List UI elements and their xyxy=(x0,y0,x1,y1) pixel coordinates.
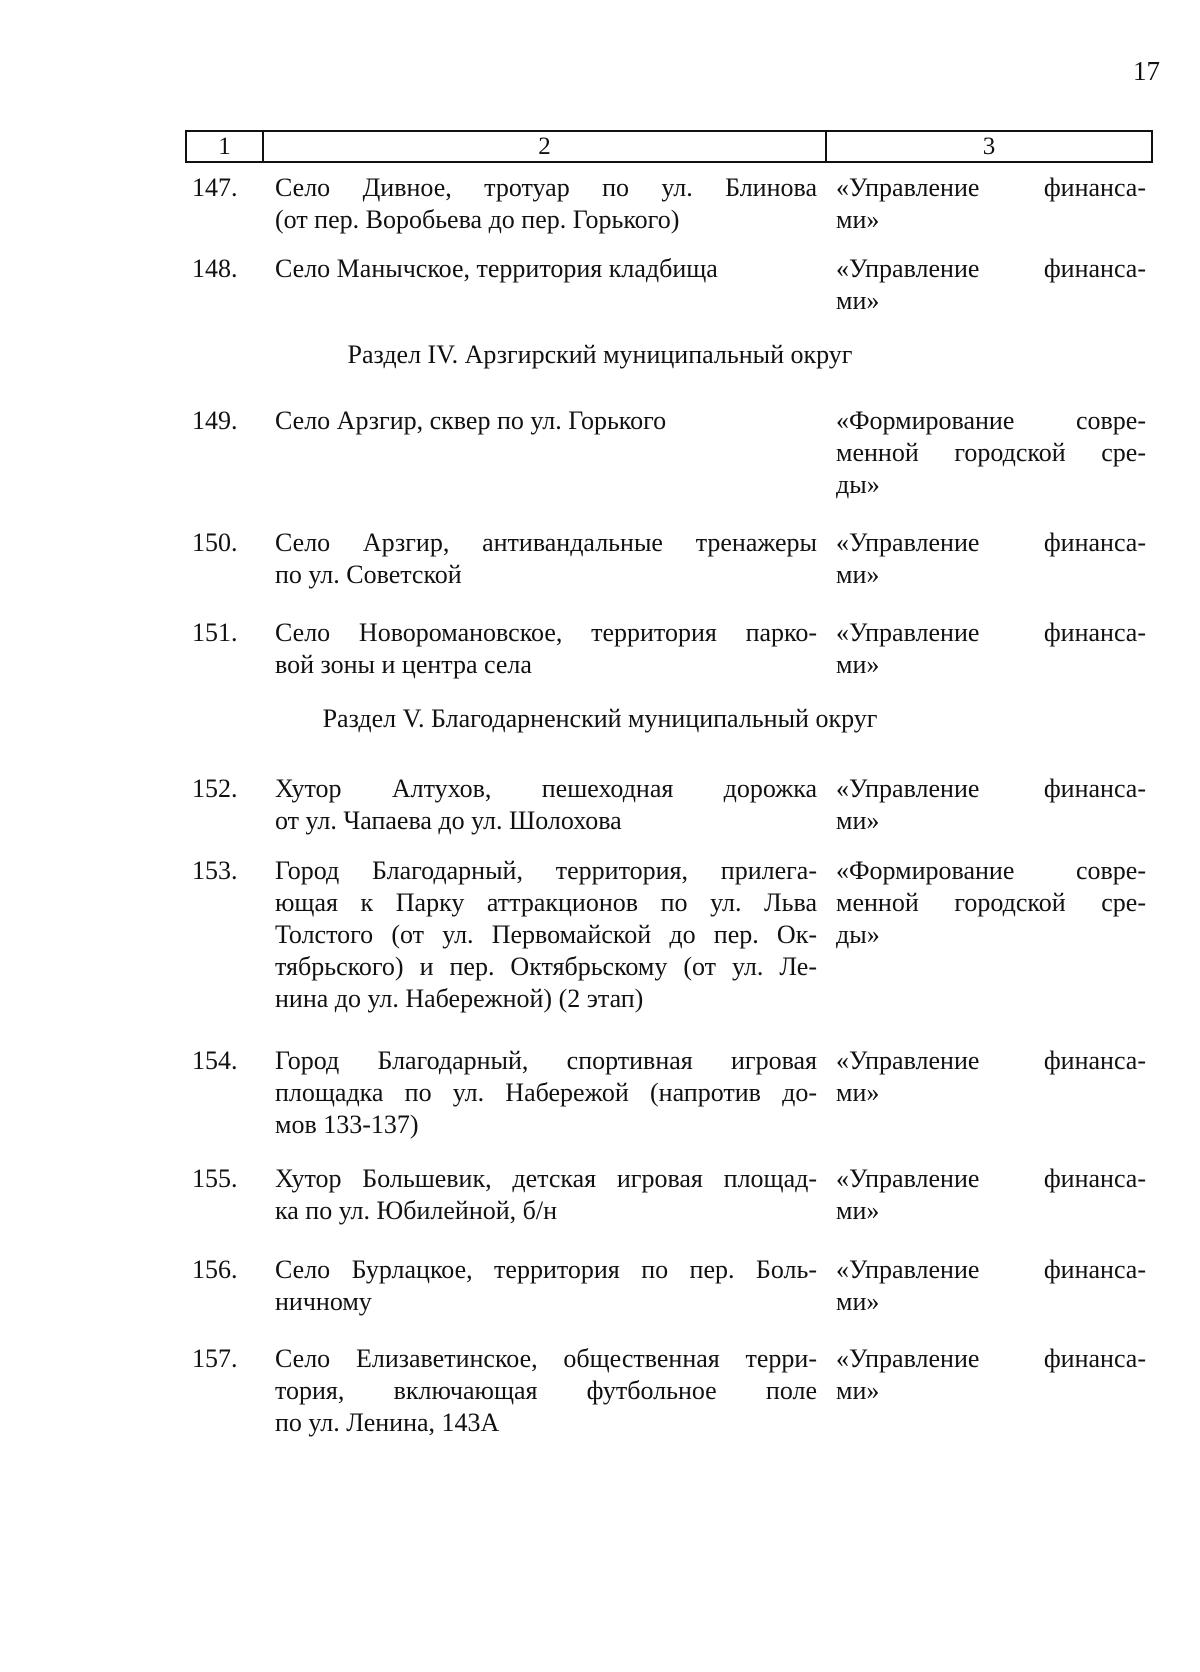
text-line: Село Бурлацкое, территория по пер. Боль- xyxy=(275,1255,817,1284)
text-line: «Управление финанса- xyxy=(836,774,1146,803)
text-line: Город Благодарный, территория, прилега- xyxy=(275,856,817,885)
row-number: 157. xyxy=(192,1344,238,1373)
program-name xyxy=(836,172,1146,236)
text-line: «Управление финанса- xyxy=(836,1255,1146,1284)
territory-name xyxy=(275,527,817,591)
text-line: Село Манычское, территория кладбища xyxy=(275,254,718,283)
text-line: от ул. Чапаева до ул. Шолохова xyxy=(275,806,622,835)
program-name xyxy=(836,1254,1146,1318)
row-number: 150. xyxy=(192,528,238,557)
text-line: ющая к Парку аттракционов по ул. Льва xyxy=(275,888,817,917)
program-name xyxy=(836,527,1146,591)
program-name xyxy=(836,773,1146,837)
text-line: Село Новоромановское, территория парко- xyxy=(275,618,817,647)
text-line: Хутор Алтухов, пешеходная дорожка xyxy=(275,774,817,803)
text-line: «Управление финанса- xyxy=(836,254,1146,283)
program-name xyxy=(836,253,1146,317)
program-name xyxy=(836,855,1146,951)
table-header xyxy=(185,130,1153,163)
program-name xyxy=(836,617,1146,681)
text-line: Село Елизаветинское, общественная терри- xyxy=(275,1344,817,1373)
text-line: менной городской сре- xyxy=(836,438,1146,467)
text-line: ми» xyxy=(836,1376,880,1405)
text-line: по ул. Ленина, 143А xyxy=(275,1408,500,1437)
section-heading: Раздел V. Благодарненский муниципальный округ xyxy=(322,704,878,733)
text-line: по ул. Советской xyxy=(275,560,462,589)
text-line: ми» xyxy=(836,286,880,315)
territory-name xyxy=(275,617,817,681)
territory-name xyxy=(275,172,817,236)
territory-name xyxy=(275,1254,817,1318)
row-number: 151. xyxy=(192,618,238,647)
territory-name xyxy=(275,1045,817,1141)
row-number: 155. xyxy=(192,1164,238,1193)
program-name xyxy=(836,405,1146,501)
text-line: ка по ул. Юбилейной, б/н xyxy=(275,1196,558,1225)
row-number: 148. xyxy=(192,254,238,283)
territory-name xyxy=(275,405,817,437)
row-number: 152. xyxy=(192,774,238,803)
territory-name xyxy=(275,855,817,1015)
territory-name xyxy=(275,773,817,837)
column-header-number: 1 xyxy=(187,132,264,161)
territory-name xyxy=(275,1163,817,1227)
text-line: Хутор Большевик, детская игровая площад- xyxy=(275,1164,817,1193)
text-line: «Управление финанса- xyxy=(836,1344,1146,1373)
territory-name xyxy=(275,1343,817,1439)
text-line: (от пер. Воробьева до пер. Горького) xyxy=(275,205,680,234)
row-number: 149. xyxy=(192,406,238,435)
text-line: Село Арзгир, сквер по ул. Горького xyxy=(275,406,667,435)
row-number: 156. xyxy=(192,1255,238,1284)
column-header-territory: 2 xyxy=(264,132,827,161)
text-line: нина до ул. Набережной) (2 этап) xyxy=(275,984,644,1013)
row-number: 153. xyxy=(192,856,238,885)
program-name xyxy=(836,1045,1146,1109)
text-line: ми» xyxy=(836,205,880,234)
text-line: тория, включающая футбольное поле xyxy=(275,1376,817,1405)
text-line: ми» xyxy=(836,650,880,679)
text-line: менной городской сре- xyxy=(836,888,1146,917)
text-line: тябрьского) и пер. Октябрьскому (от ул. Ле- xyxy=(275,952,817,981)
column-header-program: 3 xyxy=(982,133,996,160)
page-number: 17 xyxy=(1133,56,1160,86)
text-line: Село Арзгир, антивандальные тренажеры xyxy=(275,528,817,557)
territory-name xyxy=(275,253,817,285)
text-line: ми» xyxy=(836,560,880,589)
text-line: ми» xyxy=(836,1078,880,1107)
text-line: ды» xyxy=(836,920,880,949)
text-line: «Управление финанса- xyxy=(836,1046,1146,1075)
row-number: 154. xyxy=(192,1046,238,1075)
text-line: ми» xyxy=(836,1287,880,1316)
text-line: ничному xyxy=(275,1287,372,1316)
program-name xyxy=(836,1343,1146,1407)
text-line: Толстого (от ул. Первомайской до пер. Ок- xyxy=(275,920,817,949)
text-line: ми» xyxy=(836,1196,880,1225)
text-line: «Управление финанса- xyxy=(836,528,1146,557)
program-name xyxy=(836,1163,1146,1227)
text-line: ми» xyxy=(836,806,880,835)
section-heading: Раздел IV. Арзгирский муниципальный округ xyxy=(347,340,853,369)
text-line: вой зоны и центра села xyxy=(275,650,532,679)
text-line: «Формирование совре- xyxy=(836,406,1146,435)
row-number: 147. xyxy=(192,173,238,202)
text-line: Село Дивное, тротуар по ул. Блинова xyxy=(275,173,817,202)
text-line: ды» xyxy=(836,470,880,499)
text-line: Город Благодарный, спортивная игровая xyxy=(275,1046,817,1075)
text-line: мов 133-137) xyxy=(275,1110,419,1139)
text-line: «Управление финанса- xyxy=(836,1164,1146,1193)
text-line: «Управление финанса- xyxy=(836,173,1146,202)
text-line: «Управление финанса- xyxy=(836,618,1146,647)
text-line: площадка по ул. Набережой (напротив до- xyxy=(275,1078,817,1107)
text-line: «Формирование совре- xyxy=(836,856,1146,885)
